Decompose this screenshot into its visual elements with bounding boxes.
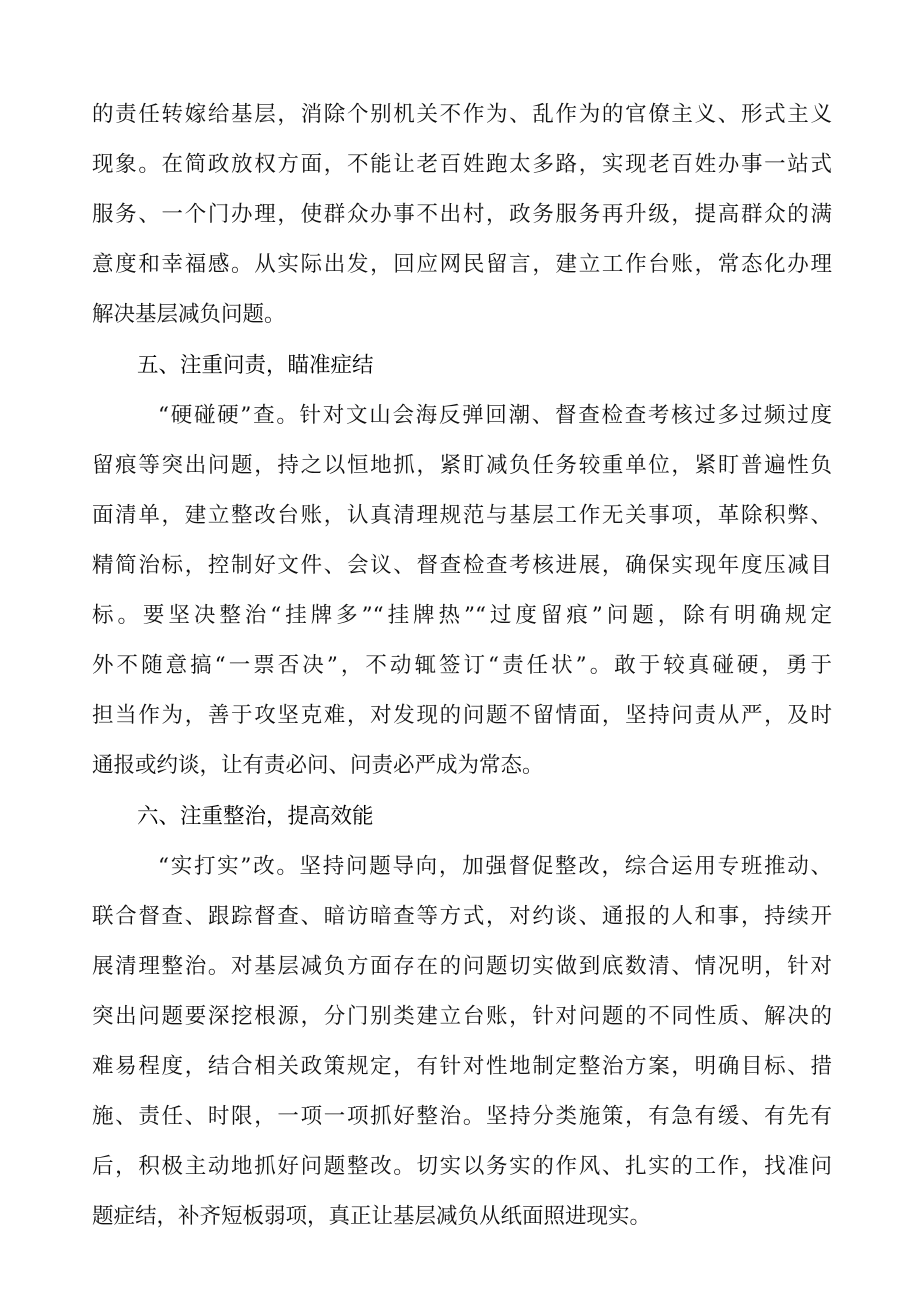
- paragraph-line: 现象。在简政放权方面，不能让老百姓跑太多路，实现老百姓办事一站式: [92, 152, 832, 177]
- paragraph-line: 面清单，建立整改台账，认真清理规范与基层工作无关事项，革除积弊、: [92, 503, 832, 528]
- section-6-heading: 六、注重整治，提高效能: [137, 804, 374, 829]
- paragraph-line: 突出问题要深挖根源，分门别类建立台账，针对问题的不同性质、解决的: [92, 1004, 832, 1029]
- paragraph-line: 标。要坚决整治“挂牌多”“挂牌热”“过度留痕”问题，除有明确规定: [92, 603, 832, 628]
- paragraph-line: 题症结，补齐短板弱项，真正让基层减负从纸面照进现实。: [92, 1204, 652, 1229]
- paragraph-line: 的责任转嫁给基层，消除个别机关不作为、乱作为的官僚主义、形式主义: [92, 102, 832, 127]
- paragraph-line: 精简治标，控制好文件、会议、督查检查考核进展，确保实现年度压减目: [92, 553, 832, 578]
- paragraph-line: 意度和幸福感。从实际出发，回应网民留言，建立工作台账，常态化办理: [92, 252, 832, 277]
- paragraph-line: “实打实”改。坚持问题导向，加强督促整改，综合运用专班推动、: [158, 854, 832, 879]
- paragraph-line: 后，积极主动地抓好问题整改。切实以务实的作风、扎实的工作，找准问: [92, 1154, 832, 1179]
- paragraph-line: 施、责任、时限，一项一项抓好整治。坚持分类施策，有急有缓、有先有: [92, 1104, 832, 1129]
- paragraph-line: 展清理整治。对基层减负方面存在的问题切实做到底数清、情况明，针对: [92, 954, 832, 979]
- section-5-heading: 五、注重问责，瞄准症结: [137, 353, 374, 378]
- paragraph-line: “硬碰硬”查。针对文山会海反弹回潮、督查检查考核过多过频过度: [158, 403, 832, 428]
- paragraph-line: 担当作为，善于攻坚克难，对发现的问题不留情面，坚持问责从严，及时: [92, 703, 832, 728]
- paragraph-line: 难易程度，结合相关政策规定，有针对性地制定整治方案，明确目标、措: [92, 1054, 832, 1079]
- paragraph-line: 解决基层减负问题。: [92, 302, 286, 327]
- paragraph-line: 外不随意搞“一票否决”，不动辄签订“责任状”。敢于较真碰硬，勇于: [92, 653, 832, 678]
- paragraph-line: 联合督查、跟踪督查、暗访暗查等方式，对约谈、通报的人和事，持续开: [92, 904, 832, 929]
- paragraph-line: 服务、一个门办理，使群众办事不出村，政务服务再升级，提高群众的满: [92, 202, 832, 227]
- paragraph-line: 通报或约谈，让有责必问、问责必严成为常态。: [92, 753, 544, 778]
- paragraph-line: 留痕等突出问题，持之以恒地抓，紧盯减负任务较重单位，紧盯普遍性负: [92, 453, 832, 478]
